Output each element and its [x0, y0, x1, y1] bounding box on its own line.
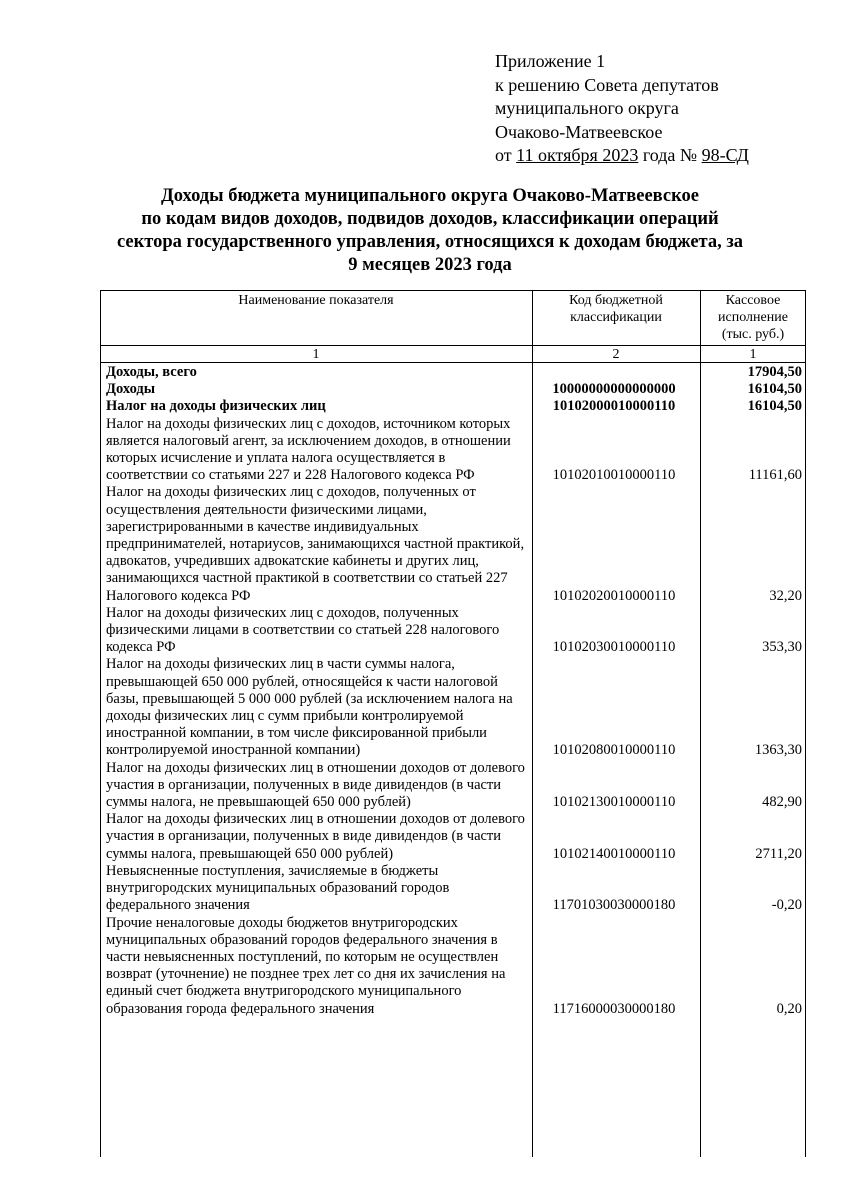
- table-row: [106, 398, 802, 415]
- appendix-date-line: [495, 144, 749, 168]
- table-row: [106, 484, 802, 604]
- indicator-name: Налог на доходы физических лиц в части суммы налога, превышающей 650 000 рублей, относящейся к части налоговой базы, превышающей 5 000 000 рублей (за исключением налога на доходы физических лиц с сумм прибыли контролируемой иностранной компании, в том числе фиксированной прибыли контролируемой иностранной компании): [106, 656, 513, 759]
- header-divider: [100, 345, 806, 346]
- header-name: Наименование показателя: [238, 293, 394, 308]
- budget-code: 10102130010000110: [552, 794, 676, 811]
- table-row: [106, 915, 802, 1018]
- amount: 482,90: [762, 794, 802, 811]
- table-row: [106, 381, 802, 398]
- header-code: [532, 292, 700, 326]
- header-amount-line: исполнение: [718, 310, 788, 325]
- budget-code: 10102010010000110: [552, 467, 676, 484]
- header-code-line: классификации: [570, 310, 662, 325]
- indicator-name: Налог на доходы физических лиц с доходов, полученных физическими лицами в соответствии со статьей 228 налогового кодекса РФ: [106, 604, 500, 656]
- date-mid: года №: [638, 145, 702, 165]
- table-row: [106, 605, 802, 657]
- budget-code: 10102140010000110: [552, 845, 676, 862]
- amount: 2711,20: [755, 845, 802, 862]
- appendix-header: [495, 50, 749, 168]
- indicator-name: Доходы: [106, 381, 156, 398]
- date-prefix: от: [495, 145, 517, 165]
- indicator-name: Налог на доходы физических лиц: [106, 398, 326, 415]
- table-row: [106, 811, 802, 863]
- appendix-line: Приложение 1: [495, 51, 606, 71]
- title-line: Доходы бюджета муниципального округа Очаково-Матвеевское: [161, 186, 699, 206]
- budget-code: 11716000030000180: [552, 1000, 676, 1017]
- amount: 16104,50: [747, 398, 802, 415]
- document-title: [92, 185, 768, 277]
- indicator-name: Налог на доходы физических лиц в отношении доходов от долевого участия в организации, полученных в виде дивидендов (в части суммы налога, превышающей 650 000 рублей): [106, 811, 525, 862]
- header-amount-line: Кассовое: [725, 293, 781, 308]
- table-row: [106, 364, 802, 381]
- column-number: 2: [612, 347, 620, 362]
- decision-date: 11 октября 2023: [516, 145, 639, 165]
- amount: 353,30: [762, 639, 802, 656]
- table-row: [106, 863, 802, 915]
- appendix-line: Очаково-Матвеевское: [495, 121, 663, 142]
- table-body: [106, 364, 802, 1018]
- title-line: сектора государственного управления, относящихся к доходам бюджета, за: [116, 232, 744, 252]
- indicator-name: Прочие неналоговые доходы бюджетов внутригородских муниципальных образований городов федерального значения в части невыясненных поступлений, по которым не осуществлен возврат (уточнение) не позднее трех лет со дня их зачисления на единый счет бюджета внутригородского муниципального образования города федерального значения: [106, 914, 506, 1017]
- table-row: [106, 656, 802, 759]
- header-code-line: Код бюджетной: [569, 293, 663, 308]
- title-line: по кодам видов доходов, подвидов доходов, классификации операций: [141, 209, 719, 229]
- budget-code: 11701030030000180: [552, 897, 676, 914]
- budget-code: 10102080010000110: [552, 742, 676, 759]
- table-row: [106, 416, 802, 485]
- amount: 17904,50: [747, 364, 802, 380]
- column-number: 1: [312, 347, 320, 362]
- amount: 16104,50: [747, 381, 802, 398]
- header-amount-line: (тыс. руб.): [721, 327, 785, 342]
- appendix-line: к решению Совета депутатов: [495, 74, 719, 95]
- table-row: [106, 760, 802, 812]
- amount: -0,20: [771, 897, 802, 914]
- appendix-line: муниципального округа: [495, 98, 679, 118]
- amount: 1363,30: [754, 742, 802, 759]
- budget-code: 10000000000000000: [552, 381, 676, 398]
- column-number: 1: [749, 347, 757, 362]
- amount: 11161,60: [748, 467, 802, 484]
- budget-code: 10102030010000110: [552, 639, 676, 656]
- indicator-name: Доходы, всего: [106, 364, 197, 380]
- header-amount: [700, 292, 806, 343]
- budget-code: 10102020010000110: [552, 587, 676, 604]
- indicator-name: Налог на доходы физических лиц с доходов, полученных от осуществления деятельности физическими лицами, зарегистрированными в качестве индивидуальных предпринимателей, нотариусов, занимающихся частной практикой, адвокатов, учредивших адвокатские кабинеты и других лиц, занимающихся частной практикой в соответствии со статьей 227 Налогового кодекса РФ: [106, 484, 525, 604]
- amount: 0,20: [776, 1000, 802, 1017]
- indicator-name: Налог на доходы физических лиц в отношении доходов от долевого участия в организации, полученных в виде дивидендов (в части суммы налога, не превышающей 650 000 рублей): [106, 759, 525, 811]
- indicator-name: Налог на доходы физических лиц с доходов, источником которых является налоговый агент, за исключением доходов, в отношении которых исчисление и уплата налога осуществляется в соответствии со статьями 227 и 228 Налогового кодекса РФ: [106, 415, 511, 484]
- title-line: 9 месяцев 2023 года: [348, 255, 512, 275]
- indicator-name: Невыясненные поступления, зачисляемые в бюджеты внутригородских муниципальных образований городов федерального значения: [106, 862, 450, 914]
- budget-code: 10102000010000110: [552, 398, 676, 415]
- decision-number: 98-СД: [701, 145, 749, 165]
- amount: 32,20: [769, 587, 802, 604]
